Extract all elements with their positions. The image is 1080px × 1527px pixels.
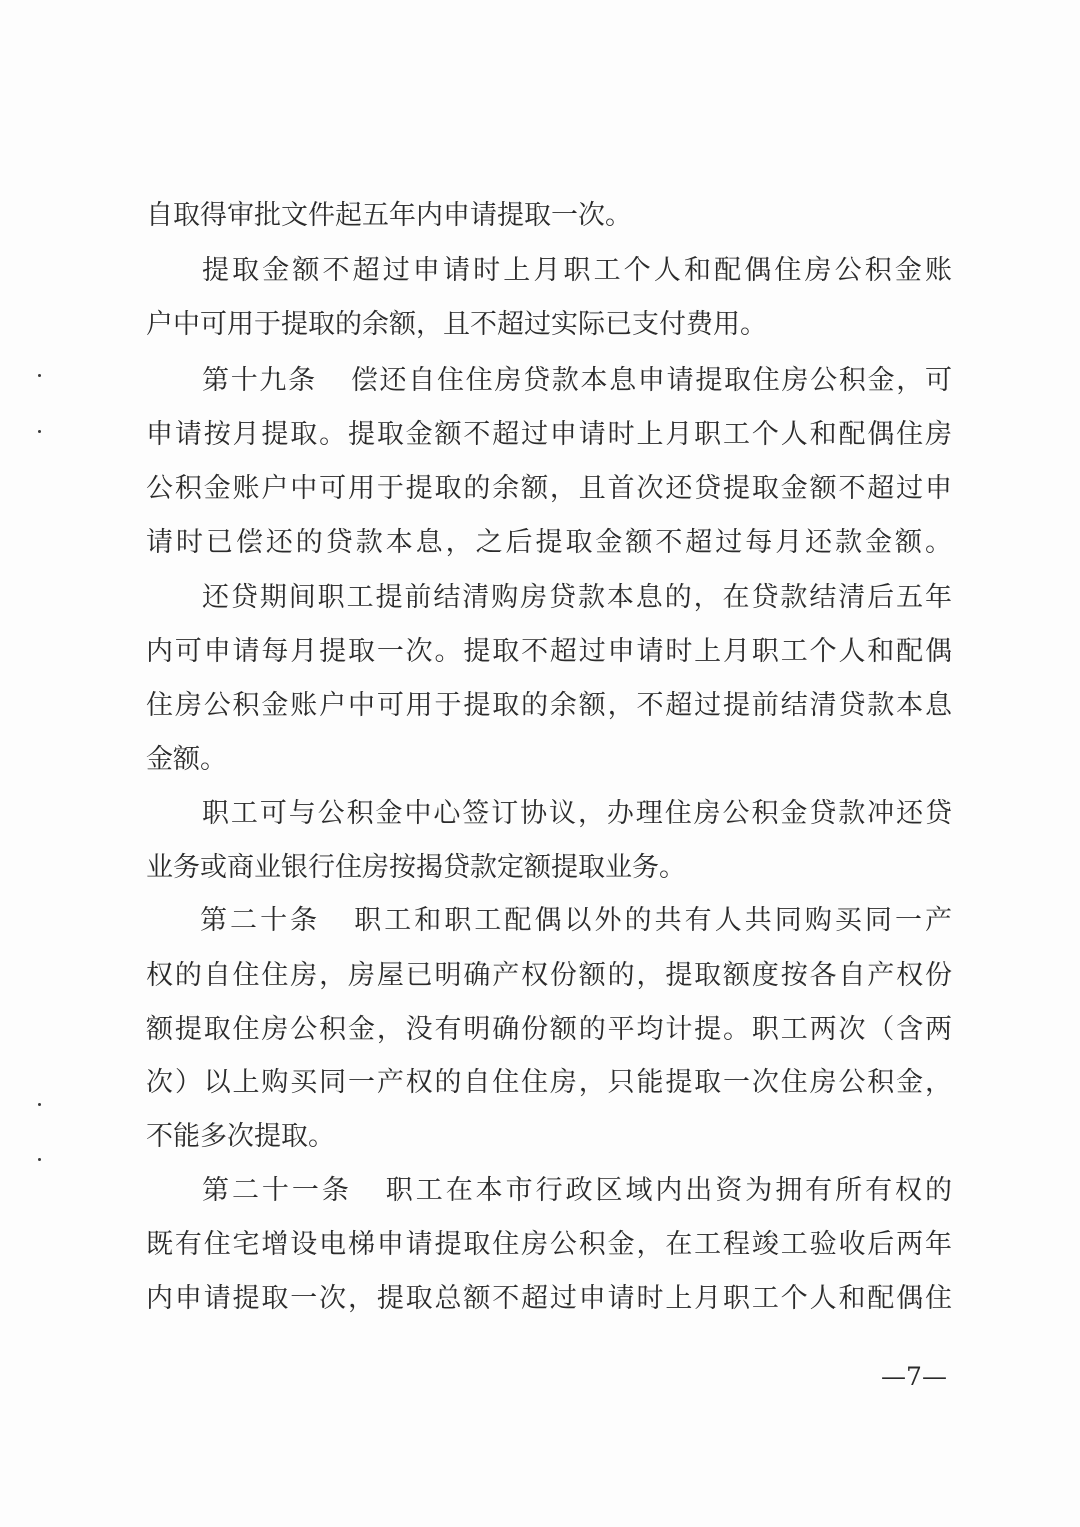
binding-dot <box>38 1158 41 1161</box>
text-line-15 <box>146 956 952 996</box>
line-text: 公积金账户中可用于提取的余额，且首次还贷提取金额不超过申 <box>146 473 952 504</box>
line-text: 次）以上购买同一产权的自住住房，只能提取一次住房公积金， <box>146 1067 952 1098</box>
text-line-17 <box>146 1063 952 1103</box>
text-line-13 <box>146 848 952 888</box>
line-text: 金额。 <box>146 744 227 775</box>
line-text: 内可申请每月提取一次。提取不超过申请时上月职工个人和配偶 <box>146 636 952 667</box>
line-text: 自取得审批文件起五年内申请提取一次。 <box>146 200 632 231</box>
line-text: 既有住宅增设电梯申请提取住房公积金，在工程竣工验收后两年 <box>146 1229 952 1260</box>
article-number: 第二十条 <box>200 905 321 936</box>
text-line-8 <box>202 578 952 618</box>
text-line-1 <box>146 196 952 236</box>
article-20-line <box>200 901 952 941</box>
text-line-9 <box>146 632 952 672</box>
line-text: 业务或商业银行住房按揭贷款定额提取业务。 <box>146 852 686 883</box>
text-line-5 <box>146 415 952 455</box>
text-line-12 <box>202 794 952 834</box>
line-text: 职工和职工配偶以外的共有人共同购买同一产 <box>354 905 953 936</box>
text-line-11 <box>146 740 952 780</box>
article-21-line <box>202 1171 952 1211</box>
line-text: 职工在本市行政区域内出资为拥有所有权的 <box>385 1175 953 1206</box>
text-line-20 <box>146 1225 952 1265</box>
line-text: 权的自住住房，房屋已明确产权份额的，提取额度按各自产权份 <box>146 960 952 991</box>
text-line-3 <box>146 305 952 345</box>
article-19-line <box>202 361 952 401</box>
line-text: 提取金额不超过申请时上月职工个人和配偶住房公积金账 <box>202 255 952 286</box>
article-number: 第二十一条 <box>202 1175 352 1206</box>
line-text: 内申请提取一次，提取总额不超过申请时上月职工个人和配偶住 <box>146 1283 952 1314</box>
text-line-18 <box>146 1117 952 1157</box>
binding-dot <box>38 430 41 433</box>
line-text: 偿还自住住房贷款本息申请提取住房公积金，可 <box>350 365 953 396</box>
text-line-6 <box>146 469 952 509</box>
binding-dot <box>38 1103 41 1106</box>
line-text: 额提取住房公积金，没有明确份额的平均计提。职工两次（含两 <box>146 1014 952 1045</box>
text-line-7 <box>146 523 952 563</box>
line-text: 还贷期间职工提前结清购房贷款本息的，在贷款结清后五年 <box>202 582 952 613</box>
text-line-21 <box>146 1279 952 1319</box>
text-line-2 <box>202 251 952 291</box>
text-line-10 <box>146 686 952 726</box>
line-text: 职工可与公积金中心签订协议，办理住房公积金贷款冲还贷 <box>202 798 952 829</box>
page-number: —7— <box>881 1362 947 1391</box>
line-text: 申请按月提取。提取金额不超过申请时上月职工个人和配偶住房 <box>146 419 952 450</box>
line-text: 住房公积金账户中可用于提取的余额，不超过提前结清贷款本息 <box>146 690 952 721</box>
line-text: 请时已偿还的贷款本息，之后提取金额不超过每月还款金额。 <box>146 527 952 558</box>
article-number: 第十九条 <box>202 365 317 396</box>
line-text: 不能多次提取。 <box>146 1121 335 1152</box>
text-line-16 <box>146 1010 952 1050</box>
binding-dot <box>38 374 41 377</box>
line-text: 户中可用于提取的余额，且不超过实际已支付费用。 <box>146 309 767 340</box>
